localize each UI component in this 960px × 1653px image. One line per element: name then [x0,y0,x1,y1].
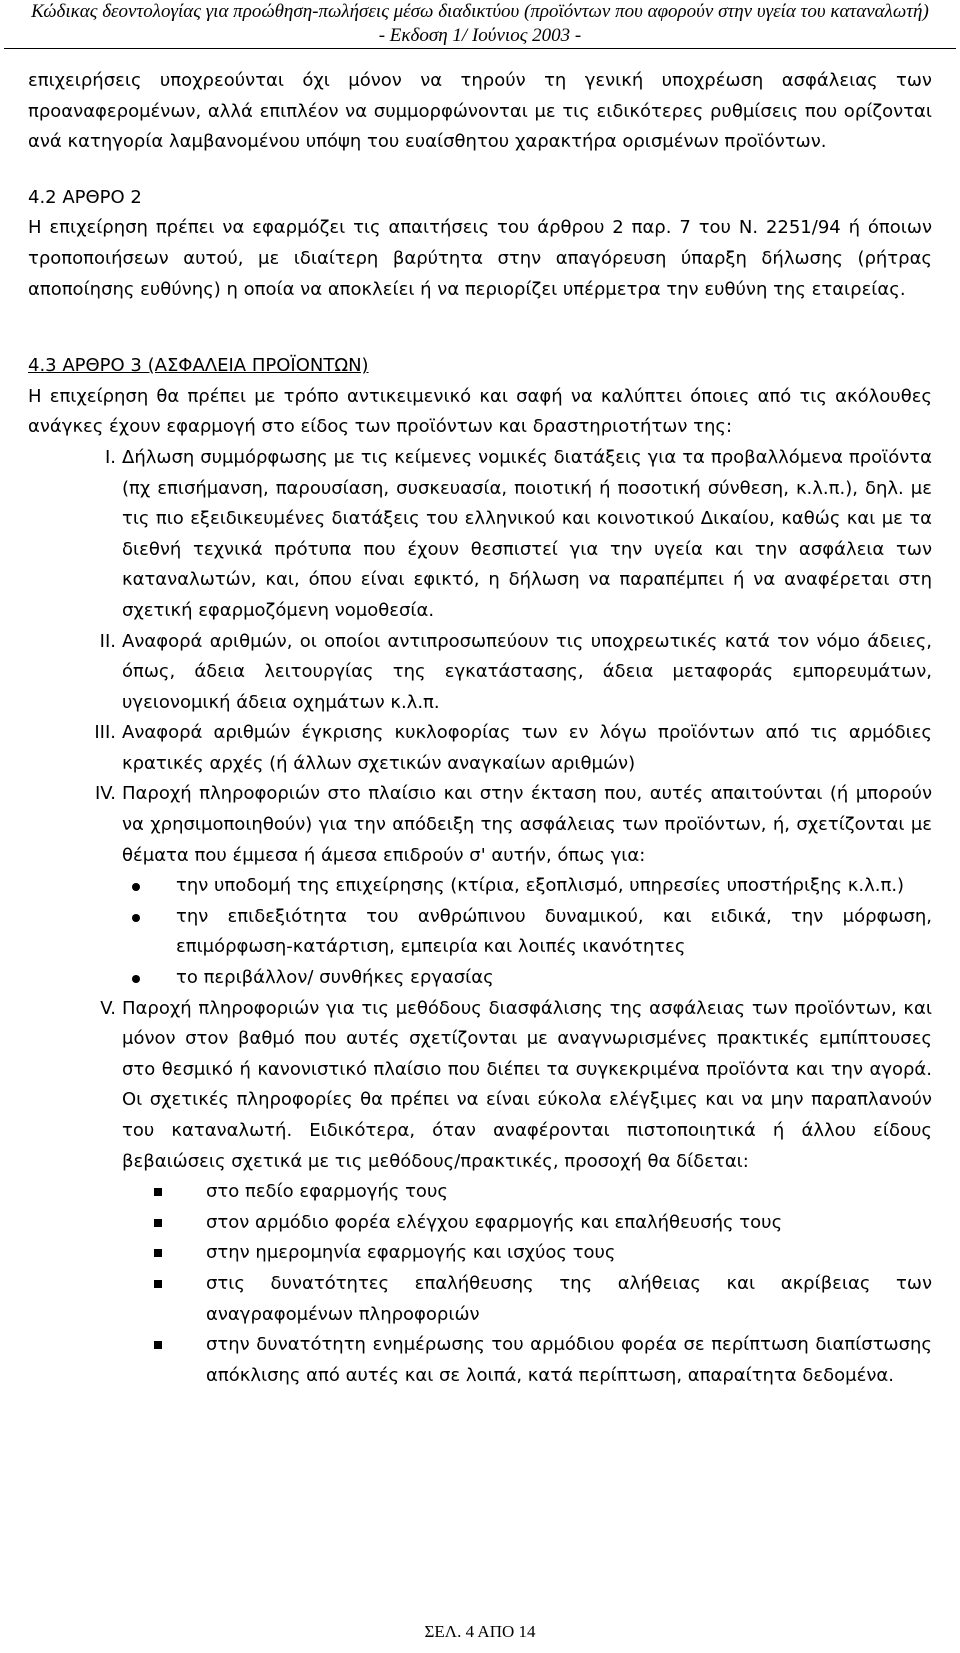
bullet-item [122,963,932,994]
list-item-text: Δήλωση συμμόρφωσης με τις κείμενες νομικές διατάξεις για τα προβαλλόμενα προϊόντα (πχ επισήμανση, παρουσίαση, συσκευασία, ποιοτική ή ποσοτική σύνθεση, κ.λ.π.), δηλ. με τις πιο εξειδικευμένες διατάξεις του ελληνικού και κοινοτικού Δικαίου, καθώς και με τα διεθνή τεχνικά πρότυπα που έχουν θεσπιστεί για την υγεία και την ασφάλεια των καταναλωτών, και, όπου είναι εφικτό, η δήλωση να παραπέμπει ή να αναφέρεται στη σχετική εφαρμοζόμενη νομοθεσία. [122,446,932,621]
page-header [0,0,960,48]
square-bullet-text: στην δυνατότητη ενημέρωσης του αρμόδιου φορέα σε περίπτωση διαπίστωσης απόκλισης από αυτές και σε λοιπά, κατά περίπτωση, απαραίτητα δεδομένα. [206,1334,932,1386]
list-item-text: Αναφορά αριθμών, οι οποίοι αντιπροσωπεύουν τις υποχρεωτικές κατά τον νόμο άδειες, όπως, άδεια λειτουργίας της εγκατάστασης, άδεια μεταφοράς εμπορευμάτων, υγειονομική άδεια οχημάτων κ.λ.π. [122,630,932,713]
square-bullet-list [28,1177,932,1391]
bullet-text: την υποδομή της επιχείρησης (κτίρια, εξοπλισμό, υπηρεσίες υποστήριξης κ.λ.π.) [176,875,905,897]
list-item-i [28,443,932,627]
square-bullet-icon [154,1341,162,1349]
section-4-3-text: Η επιχείρηση θα πρέπει με τρόπο αντικειμενικό και σαφή να καλύπτει όποιες από τις ακόλουθες ανάγκες έχουν εφαρμογή στο είδος των προϊόντων και δραστηριοτήτων της: [28,385,932,438]
header-divider [4,48,956,49]
square-bullet-text: στην ημερομηνία εφαρμογής και ισχύος τους [206,1242,616,1264]
list-numeral: III. [94,722,116,744]
square-bullet-item [28,1238,932,1269]
bullet-icon [132,975,140,983]
bullet-icon [132,883,140,891]
list-numeral: I. [104,446,116,468]
header-edition: - Εκδοση 1/ Ιούνιος 2003 - [378,25,582,46]
square-bullet-item [28,1330,932,1391]
intro-paragraph: επιχειρήσεις υποχρεούνται όχι μόνον να τηρούν τη γενική υποχρέωση ασφάλειας των προαναφερομένων, αλλά επιπλέον να συμμορφώνονται με τις ειδικότερες ρυθμίσεις που ορίζονται ανά κατηγορία λαμβανομένου υπόψη του ευαίσθητου χαρακτήρα ορισμένων προϊόντων. [28,70,932,153]
square-bullet-text: στις δυνατότητες επαλήθευσης της αλήθειας και ακρίβειας των αναγραφομένων πληροφοριών [206,1272,932,1325]
section-4-2-heading: 4.2 ΑΡΘΡΟ 2 [28,186,142,208]
bullet-text: την επιδεξιότητα του ανθρώπινου δυναμικού, και ειδικά, την μόρφωση, επιμόρφωση-κατάρτιση, εμπειρία και λοιπές ικανότητες [176,905,932,958]
square-bullet-icon [154,1219,162,1227]
list-item-ii [28,627,932,719]
list-item-text: Αναφορά αριθμών έγκρισης κυκλοφορίας των εν λόγω προϊόντων από τις αρμόδιες κρατικές αρχές (ή άλλων σχετικών αναγκαίων αριθμών) [122,722,932,774]
bullet-item [122,871,932,902]
page-number: ΣΕΛ. 4 ΑΠΟ 14 [424,1622,536,1641]
square-bullet-item [28,1208,932,1239]
square-bullet-text: στο πεδίο εφαρμογής τους [206,1181,448,1203]
section-4-3-heading: 4.3 ΑΡΘΡΟ 3 (ΑΣΦΑΛΕΙΑ ΠΡΟΪΟΝΤΩΝ) [28,355,369,377]
list-numeral: IV. [94,783,116,805]
list-item-text: Παροχή πληροφοριών στο πλαίσιο και στην έκταση που, αυτές απαιτούνται (ή μπορούν να χρησιμοποιηθούν) για την απόδειξη της ασφάλειας των προϊόντων, ή, σχετίζονται με θέματα που έμμεσα ή άμεσα επιδρούν σ' αυτήν, όπως για: [122,783,932,866]
square-bullet-item [28,1269,932,1330]
square-bullet-icon [154,1280,162,1288]
document-body [28,66,932,1391]
square-bullet-item [28,1177,932,1208]
bullet-text: το περιβάλλον/ συνθήκες εργασίας [176,967,494,989]
bullet-item [122,902,932,963]
list-numeral: II. [99,630,116,652]
square-bullet-icon [154,1188,162,1196]
list-item-iii [28,718,932,779]
bullet-list [122,871,932,993]
bullet-icon [132,914,140,922]
list-numeral: V. [100,997,116,1019]
list-item-iv [28,779,932,993]
section-4-2-text: Η επιχείρηση πρέπει να εφαρμόζει τις απαιτήσεις του άρθρου 2 παρ. 7 του Ν. 2251/94 ή όποιων τροποποιήσεων αυτού, με ιδιαίτερη βαρύτητα στην απαγόρευση ύπαρξη δήλωσης (ρήτρας αποποίησης ευθύνης) η οποία να αποκλείει ή να περιορίζει υπέρμετρα την ευθύνη της εταιρείας. [28,217,932,300]
list-item-text: Παροχή πληροφοριών για τις μεθόδους διασφάλισης της ασφάλειας των προϊόντων, και μόνον στον βαθμό που αυτές σχετίζονται με αναγνωρισμένες πρακτικές εμπίπτουσες στο θεσμικό ή κανονιστικό πλαίσιο που διέπει τα συγκεκριμένα προϊόντα και την αγορά. Οι σχετικές πληροφορίες θα πρέπει να είναι εύκολα ελέγξιμες και να μην παραπλανούν του καταναλωτή. Ειδικότερα, όταν αναφέρονται πιστοποιητικά ή άλλου είδους βεβαιώσεις σχετικά με τις μεθόδους/πρακτικές, προσοχή θα δίδεται: [122,997,932,1172]
list-item-v [28,994,932,1392]
square-bullet-icon [154,1249,162,1257]
square-bullet-text: στον αρμόδιο φορέα ελέγχου εφαρμογής και επαλήθευσής τους [206,1211,783,1233]
header-title: Κώδικας δεοντολογίας για προώθηση-πωλήσεις μέσω διαδικτύου (προϊόντων που αφορούν στην υγεία του καταναλωτή) [31,1,929,22]
